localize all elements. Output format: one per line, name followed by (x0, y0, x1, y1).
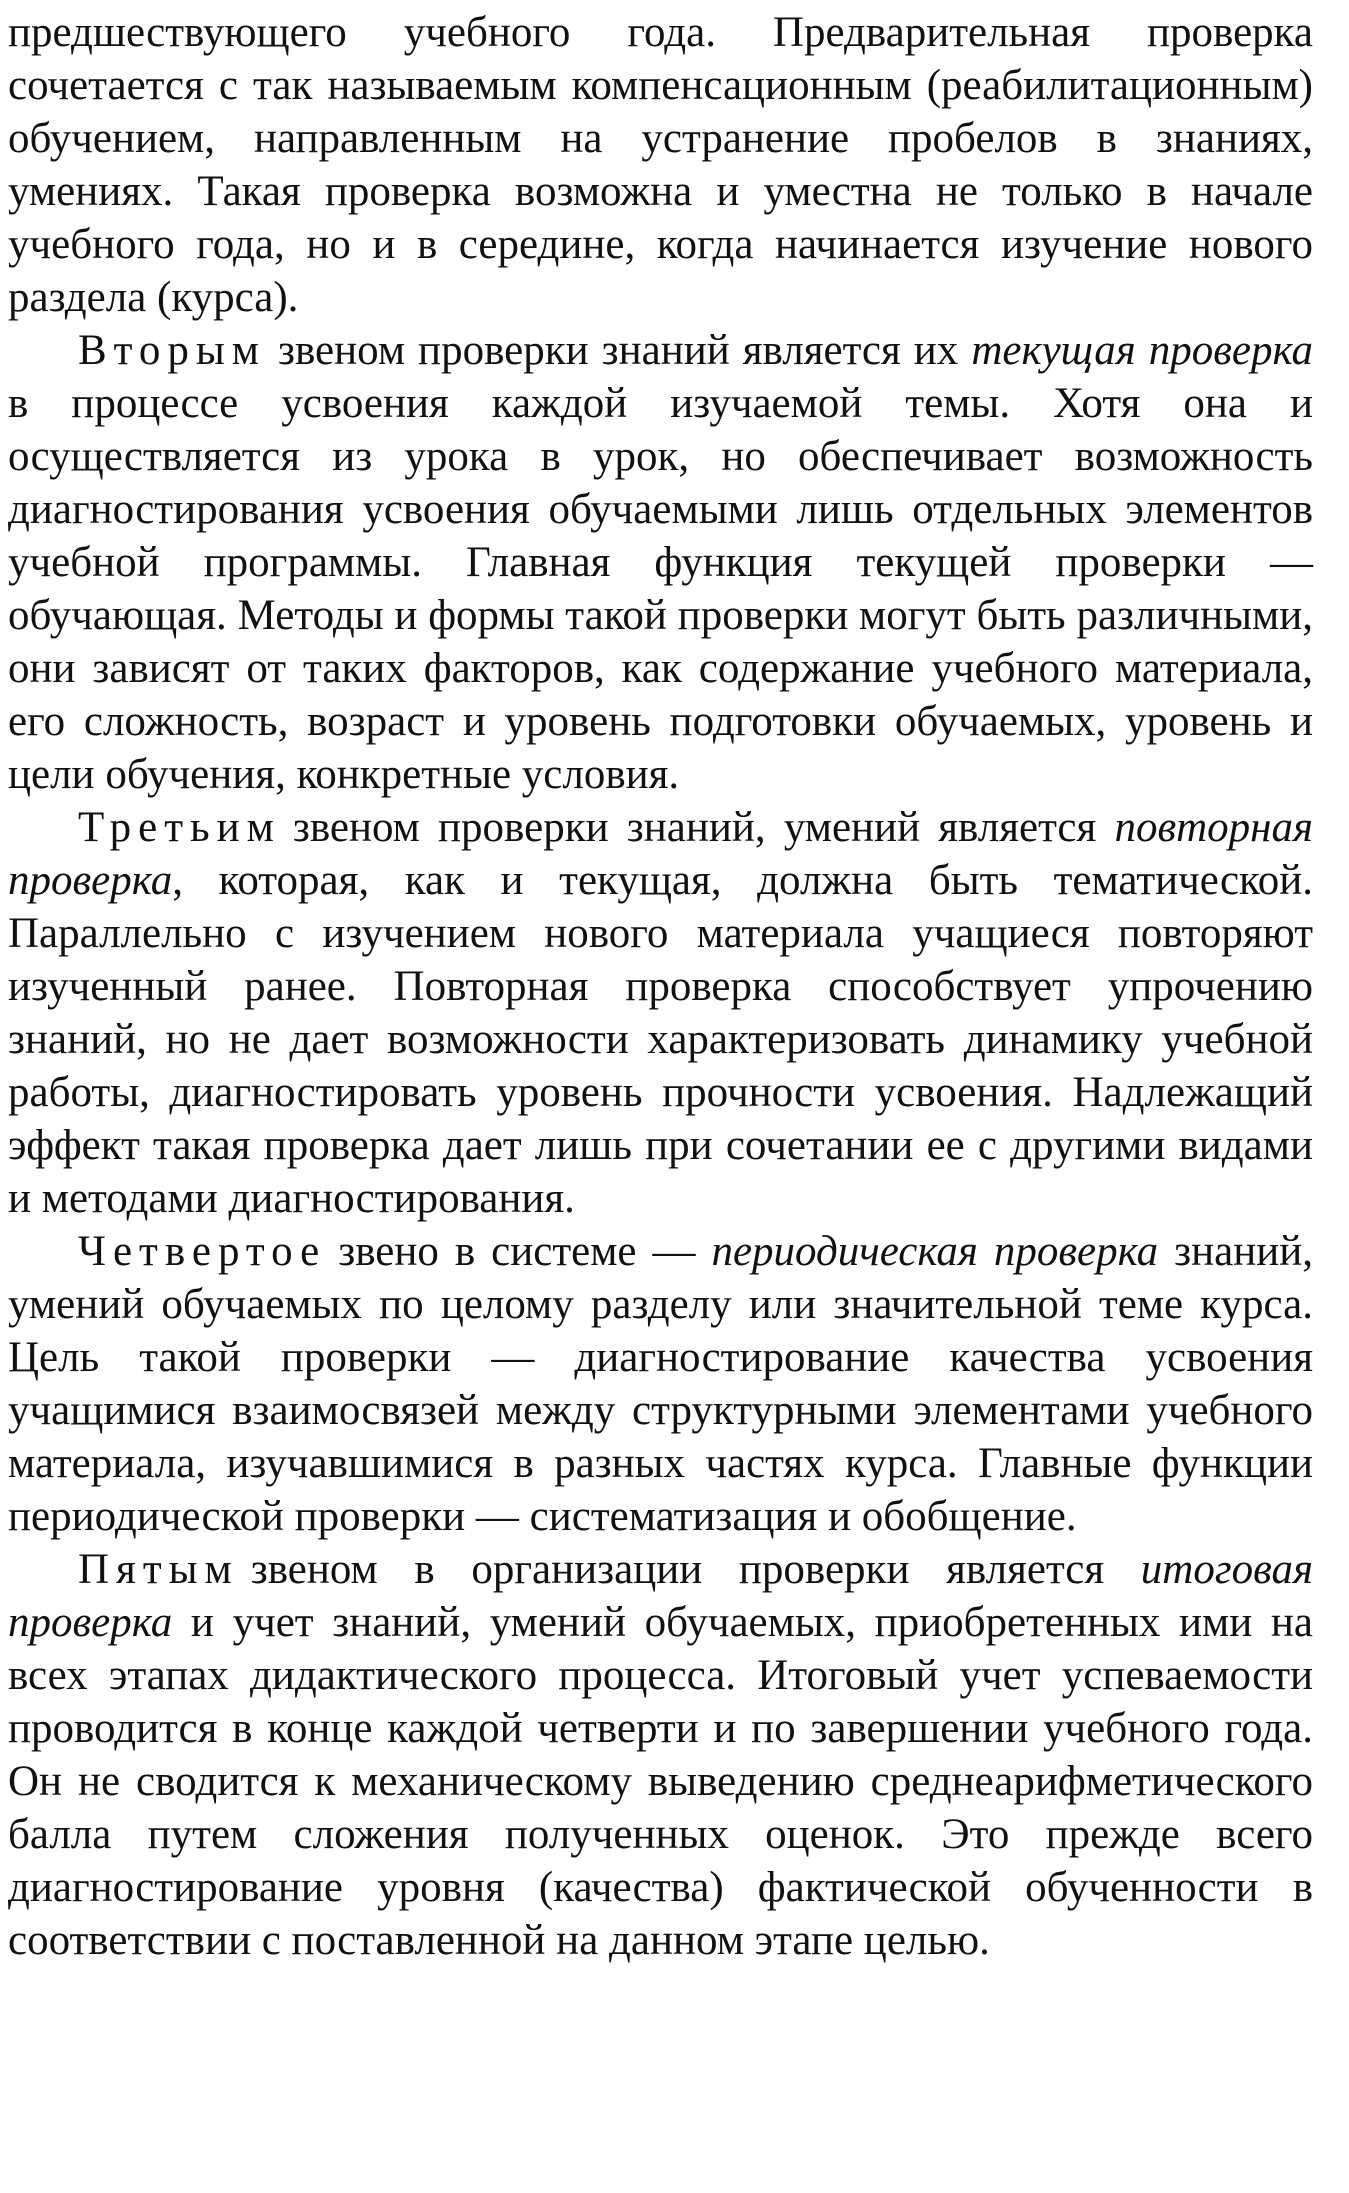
emphasis-term: текущая проверка (971, 327, 1313, 374)
paragraph-lead-word: Третьим (78, 804, 281, 851)
emphasis-term: итоговая проверка (8, 1546, 1313, 1646)
paragraph-text: и учет знаний, умений обучаемых, приобретенных ими на всех этапах дидактического процесса. Итоговый учет успеваемости проводится в конце каждой четверти и по завершении учебного года. Он не сводится к механическому выведению среднеарифметического балла путем сложения полученных оценок. Это прежде всего диагностирование уровня (качества) фактической обученности в соответствии с поставленной на данном этапе целью. (8, 1599, 1313, 1964)
emphasis-term: периодическая проверка (711, 1228, 1159, 1275)
paragraph-text: звено в системе — (338, 1228, 712, 1275)
paragraph-text: предшествующего учебного года. Предварительная проверка сочетается с так называемым компенсационным (реабилитационным) обучением, направленным на устранение пробелов в знаниях, умениях. Такая проверка возможна и уместна не только в начале учебного года, но и в середине, когда начинается изучение нового раздела (курса). (8, 9, 1313, 321)
paragraph-text: в процессе усвоения каждой изучаемой темы. Хотя она и осуществляется из урока в урок, но обеспечивает возможность диагностирования усвоения обучаемыми лишь отдельных элементов учебной программы. Главная функция текущей проверки — обучающая. Методы и формы такой проверки могут быть различными, они зависят от таких факторов, как содержание учебного материала, его сложность, возраст и уровень подготовки обучаемых, уровень и цели обучения, конкретные условия. (8, 380, 1313, 798)
paragraph-lead-word: Вторым (78, 327, 267, 374)
paragraph-text: знаний, умений обучаемых по целому разделу или значительной теме курса. Цель такой проверки — диагностирование качества усвоения учащимися взаимосвязей между структурными элементами учебного материала, изучавшимися в разных частях курса. Главные функции периодической проверки — систематизация и обобщение. (8, 1228, 1314, 1540)
paragraph-text: звеном проверки знаний, умений является (292, 804, 1115, 851)
paragraph-preliminary-check (8, 6, 1313, 324)
paragraph-final-check (8, 1543, 1313, 1967)
document-page (8, 6, 1313, 1967)
emphasis-term: повторная проверка (8, 804, 1313, 904)
paragraph-text: звеном проверки знаний является их (278, 327, 972, 374)
paragraph-lead-word: Пятым (78, 1546, 239, 1593)
paragraph-lead-word: Четвертое (78, 1228, 327, 1275)
paragraph-text: , которая, как и текущая, должна быть тематической. Параллельно с изучением нового материала учащиеся повторяют изученный ранее. Повторная проверка способствует упрочению знаний, но не дает возможности характеризовать динамику учебной работы, диагностировать уровень прочности усвоения. Надлежащий эффект такая проверка дает лишь при сочетании ее с другими видами и методами диагностирования. (8, 857, 1313, 1222)
paragraph-current-check (8, 324, 1313, 801)
paragraph-repeated-check (8, 801, 1313, 1225)
paragraph-periodic-check (8, 1225, 1313, 1543)
paragraph-text: звеном в организации проверки является (250, 1546, 1141, 1593)
